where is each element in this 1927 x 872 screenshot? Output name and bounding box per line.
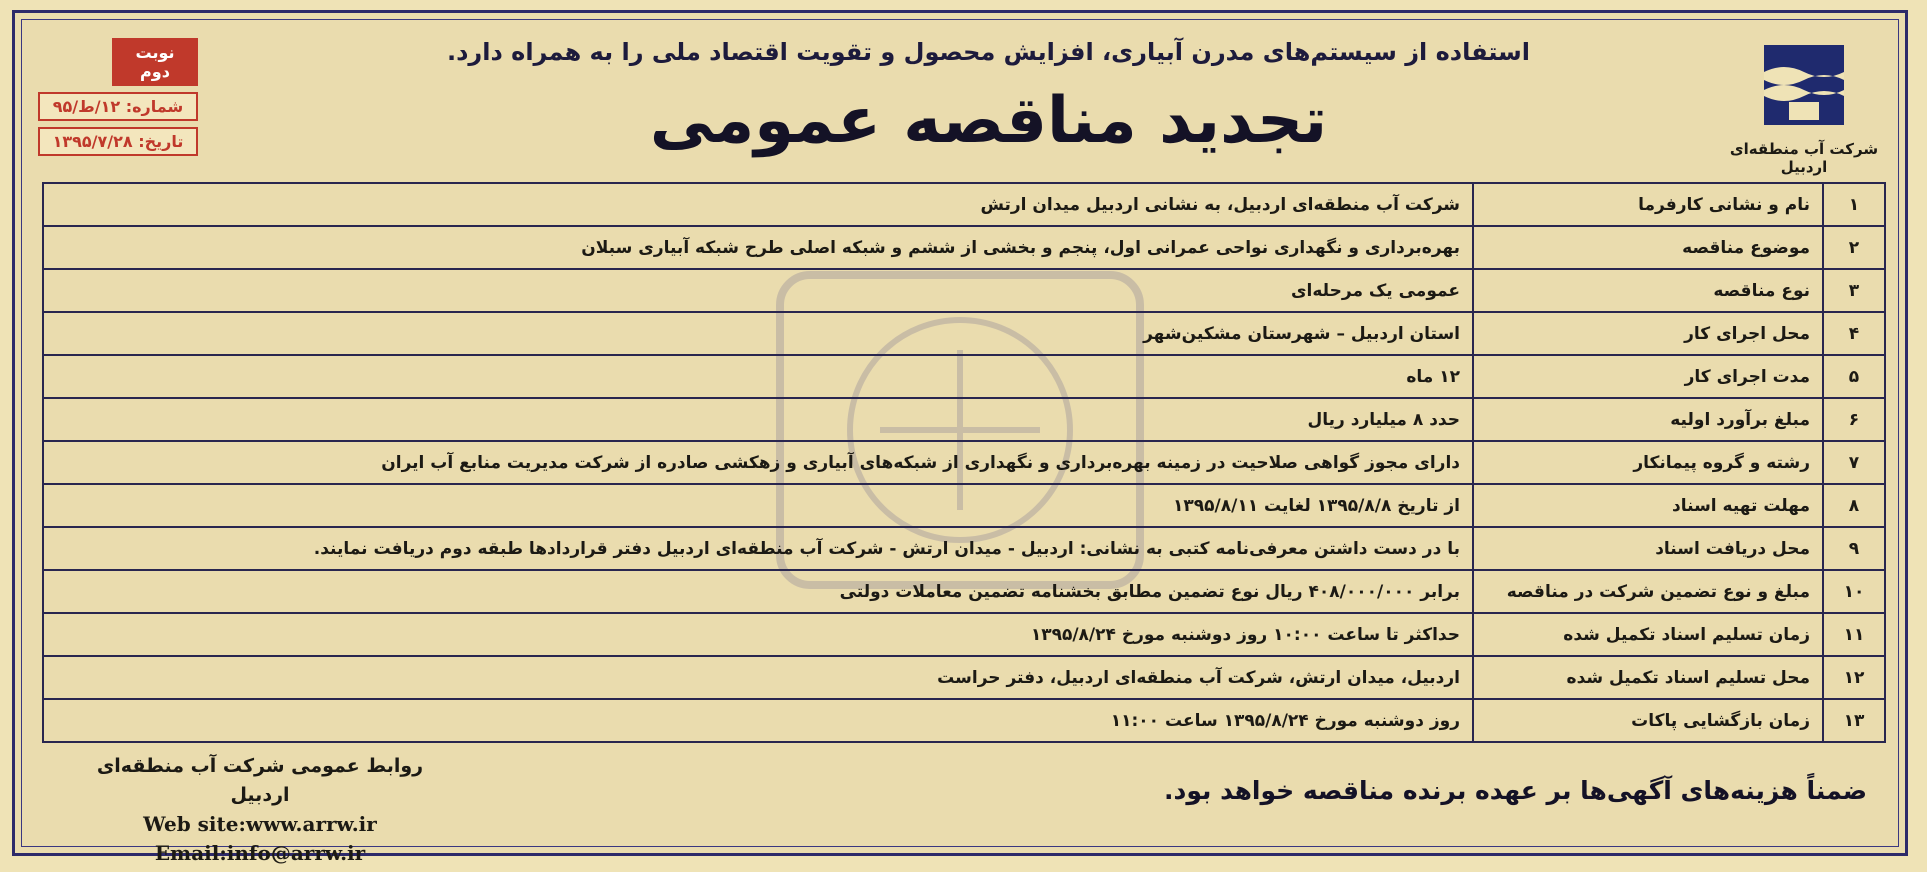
- table-row: [43, 656, 1885, 699]
- water-logo-icon: [1759, 40, 1849, 130]
- row-value: حداکثر تا ساعت ۱۰:۰۰ روز دوشنبه مورخ ۱۳۹۵/۸/۲۴: [43, 613, 1473, 656]
- row-value: بهره‌برداری و نگهداری نواحی عمرانی اول، پنجم و بخشی از ششم و شبکه اصلی طرح شبکه آبیاری سبلان: [43, 226, 1473, 269]
- table-row: [43, 398, 1885, 441]
- table-row: [43, 699, 1885, 742]
- row-number: ۴: [1823, 312, 1885, 355]
- row-value: عمومی یک مرحله‌ای: [43, 269, 1473, 312]
- company-logo: [1729, 40, 1879, 176]
- row-label: مبلغ و نوع تضمین شرکت در مناقصه: [1473, 570, 1823, 613]
- table-row: [43, 183, 1885, 226]
- row-label: زمان تسلیم اسناد تکمیل شده: [1473, 613, 1823, 656]
- row-number: ۱۲: [1823, 656, 1885, 699]
- row-label: محل اجرای کار: [1473, 312, 1823, 355]
- row-number: ۱۰: [1823, 570, 1885, 613]
- row-number: ۱۱: [1823, 613, 1885, 656]
- table-row: [43, 226, 1885, 269]
- row-value: ۱۲ ماه: [43, 355, 1473, 398]
- table-row: [43, 484, 1885, 527]
- row-value: با در دست داشتن معرفی‌نامه کتبی به نشانی: اردبیل - میدان ارتش - شرکت آب منطقه‌ای اردبیل دفتر قراردادها طبقه دوم دریافت نمایند.: [43, 527, 1473, 570]
- row-label: مبلغ برآورد اولیه: [1473, 398, 1823, 441]
- row-label: محل تسلیم اسناد تکمیل شده: [1473, 656, 1823, 699]
- table-row: [43, 613, 1885, 656]
- table-row: [43, 441, 1885, 484]
- row-label: مدت اجرای کار: [1473, 355, 1823, 398]
- row-label: مهلت تهیه اسناد: [1473, 484, 1823, 527]
- row-number: ۱: [1823, 183, 1885, 226]
- table-row: [43, 269, 1885, 312]
- row-number: ۳: [1823, 269, 1885, 312]
- row-number: ۷: [1823, 441, 1885, 484]
- row-value: اردبیل، میدان ارتش، شرکت آب منطقه‌ای اردبیل، دفتر حراست: [43, 656, 1473, 699]
- table-row: [43, 312, 1885, 355]
- table-row: [43, 527, 1885, 570]
- public-relations: روابط عمومی شرکت آب منطقه‌ای اردبیل: [96, 755, 424, 806]
- row-label: زمان بازگشایی پاکات: [1473, 699, 1823, 742]
- logo-company-name: شرکت آب منطقه‌ای اردبیل: [1729, 140, 1879, 176]
- row-number: ۱۳: [1823, 699, 1885, 742]
- row-value: دارای مجوز گواهی صلاحیت در زمینه بهره‌برداری و نگهداری از شبکه‌های آبیاری و زهکشی صادره از شرکت مدیریت منابع آب ایران: [43, 441, 1473, 484]
- slogan: استفاده از سیستم‌های مدرن آبیاری، افزایش محصول و تقویت اقتصاد ملی را به همراه دارد.: [447, 38, 1530, 66]
- row-value: روز دوشنبه مورخ ۱۳۹۵/۸/۲۴ ساعت ۱۱:۰۰: [43, 699, 1473, 742]
- row-value: شرکت آب منطقه‌ای اردبیل، به نشانی اردبیل میدان ارتش: [43, 183, 1473, 226]
- row-label: نوع مناقصه: [1473, 269, 1823, 312]
- website-link[interactable]: Web site:www.arrw.ir: [143, 812, 377, 836]
- round-badge: نوبت دوم: [112, 38, 198, 86]
- row-value: حدد ۸ میلیارد ریال: [43, 398, 1473, 441]
- table-row: [43, 355, 1885, 398]
- contact-block: [80, 752, 440, 868]
- row-label: موضوع مناقصه: [1473, 226, 1823, 269]
- date-badge: تاریخ: ۱۳۹۵/۷/۲۸: [38, 127, 198, 156]
- row-value: استان اردبیل – شهرستان مشکین‌شهر: [43, 312, 1473, 355]
- row-label: محل دریافت اسناد: [1473, 527, 1823, 570]
- row-value: از تاریخ ۱۳۹۵/۸/۸ لغایت ۱۳۹۵/۸/۱۱: [43, 484, 1473, 527]
- table-row: [43, 570, 1885, 613]
- row-label: نام و نشانی کارفرما: [1473, 183, 1823, 226]
- row-number: ۸: [1823, 484, 1885, 527]
- row-number: ۵: [1823, 355, 1885, 398]
- row-label: رشته و گروه پیمانکار: [1473, 441, 1823, 484]
- tender-table: [42, 182, 1886, 743]
- row-number: ۲: [1823, 226, 1885, 269]
- row-number: ۹: [1823, 527, 1885, 570]
- footer-note: ضمناً هزینه‌های آگهی‌ها بر عهده برنده مناقصه خواهد بود.: [1164, 776, 1867, 805]
- email-link[interactable]: Email:info@arrw.ir: [154, 841, 366, 865]
- tender-table-body: [43, 183, 1885, 742]
- number-badge: شماره: ۱۲/ط/۹۵: [38, 92, 198, 121]
- notice-badges: [38, 38, 198, 162]
- row-number: ۶: [1823, 398, 1885, 441]
- row-value: برابر ۴۰۸/۰۰۰/۰۰۰ ریال نوع تضمین مطابق بخشنامه تضمین معاملات دولتی: [43, 570, 1473, 613]
- page-title: تجدید مناقصه عمومی: [649, 84, 1328, 158]
